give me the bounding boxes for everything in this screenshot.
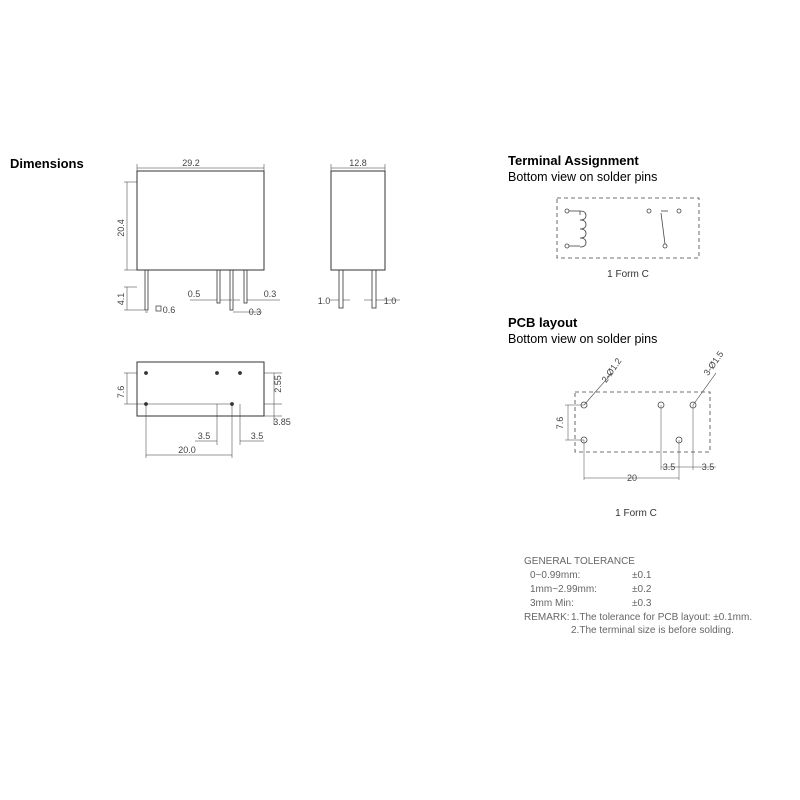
tolerance-range-3: 3mm Min: — [530, 598, 574, 609]
coil-symbol — [565, 209, 586, 248]
pcb-diagram — [565, 373, 716, 480]
switch-symbol — [647, 209, 681, 248]
tolerance-title: GENERAL TOLERANCE — [524, 556, 635, 567]
tolerance-value-1: ±0.1 — [632, 570, 652, 581]
front-pin-width-c-label: 0.3 — [248, 307, 262, 317]
side-view — [330, 164, 400, 308]
tolerance-block — [524, 556, 752, 636]
bottom-span-label: 20.0 — [178, 445, 196, 455]
front-pin-4 — [244, 270, 247, 303]
bottom-offset-b-label: 3.85 — [273, 417, 291, 427]
bottom-height-label: 7.6 — [116, 385, 126, 399]
tolerance-range-1: 0~0.99mm: — [530, 570, 581, 581]
pcb-pitch-a-label: 3.5 — [662, 462, 676, 472]
bottom-pin-hole-1 — [145, 372, 148, 375]
bottom-pitch-b-label: 3.5 — [250, 431, 264, 441]
pcb-layout-subtitle: Bottom view on solder pins — [508, 332, 658, 346]
front-pin-3 — [230, 270, 233, 310]
bottom-pitch-a-label: 3.5 — [197, 431, 211, 441]
pin-square-marker — [156, 306, 161, 311]
front-pin-square-label: 0.6 — [162, 305, 176, 315]
tolerance-value-3: ±0.3 — [632, 598, 652, 609]
terminal-outline — [557, 198, 699, 258]
pcb-hole-large-label: 3-Ø1.5 — [701, 349, 726, 378]
terminal-assignment-heading: Terminal Assignment — [508, 153, 639, 168]
terminal-assignment-subtitle: Bottom view on solder pins — [508, 170, 658, 184]
pcb-caption: 1 Form C — [615, 508, 657, 519]
bottom-offset-a-label: 2.55 — [273, 375, 283, 393]
bottom-view — [124, 362, 282, 458]
front-pin-width-b-label: 0.3 — [263, 289, 277, 299]
side-width-label: 12.8 — [349, 158, 367, 168]
bottom-view-body — [137, 362, 264, 416]
pcb-height-label: 7.6 — [555, 416, 565, 430]
front-pin-1 — [145, 270, 148, 310]
pcb-layout-heading: PCB layout — [508, 315, 578, 330]
remark-label: REMARK: — [524, 612, 570, 623]
front-pin-length-label: 4.1 — [116, 292, 126, 306]
tolerance-range-2: 1mm~2.99mm: — [530, 584, 597, 595]
terminal-caption: 1 Form C — [607, 269, 649, 280]
dimensions-heading: Dimensions — [10, 156, 84, 171]
side-pin-right-label: 1.0 — [383, 296, 397, 306]
side-pin-left-label: 1.0 — [317, 296, 331, 306]
side-pin-left — [339, 270, 343, 308]
pcb-outline — [575, 392, 710, 452]
front-view-body — [137, 171, 264, 270]
side-pin-right — [372, 270, 376, 308]
front-view — [124, 164, 280, 312]
bottom-pin-hole-3 — [239, 372, 242, 375]
front-pin-2 — [217, 270, 220, 303]
side-view-body — [331, 171, 385, 270]
remark-2: 2.The terminal size is before solding. — [571, 625, 734, 636]
remark-1: 1.The tolerance for PCB layout: ±0.1mm. — [571, 612, 753, 623]
tolerance-value-2: ±0.2 — [632, 584, 652, 595]
pcb-hole-small-label: 2-Ø1.2 — [599, 356, 624, 385]
front-height-label: 20.4 — [116, 219, 126, 237]
pcb-pitch-b-label: 3.5 — [701, 462, 715, 472]
bottom-pin-hole-2 — [216, 372, 219, 375]
front-pin-width-a-label: 0.5 — [187, 289, 201, 299]
terminal-diagram — [557, 198, 699, 258]
front-width-label: 29.2 — [182, 158, 200, 168]
pcb-span-label: 20 — [626, 473, 638, 483]
